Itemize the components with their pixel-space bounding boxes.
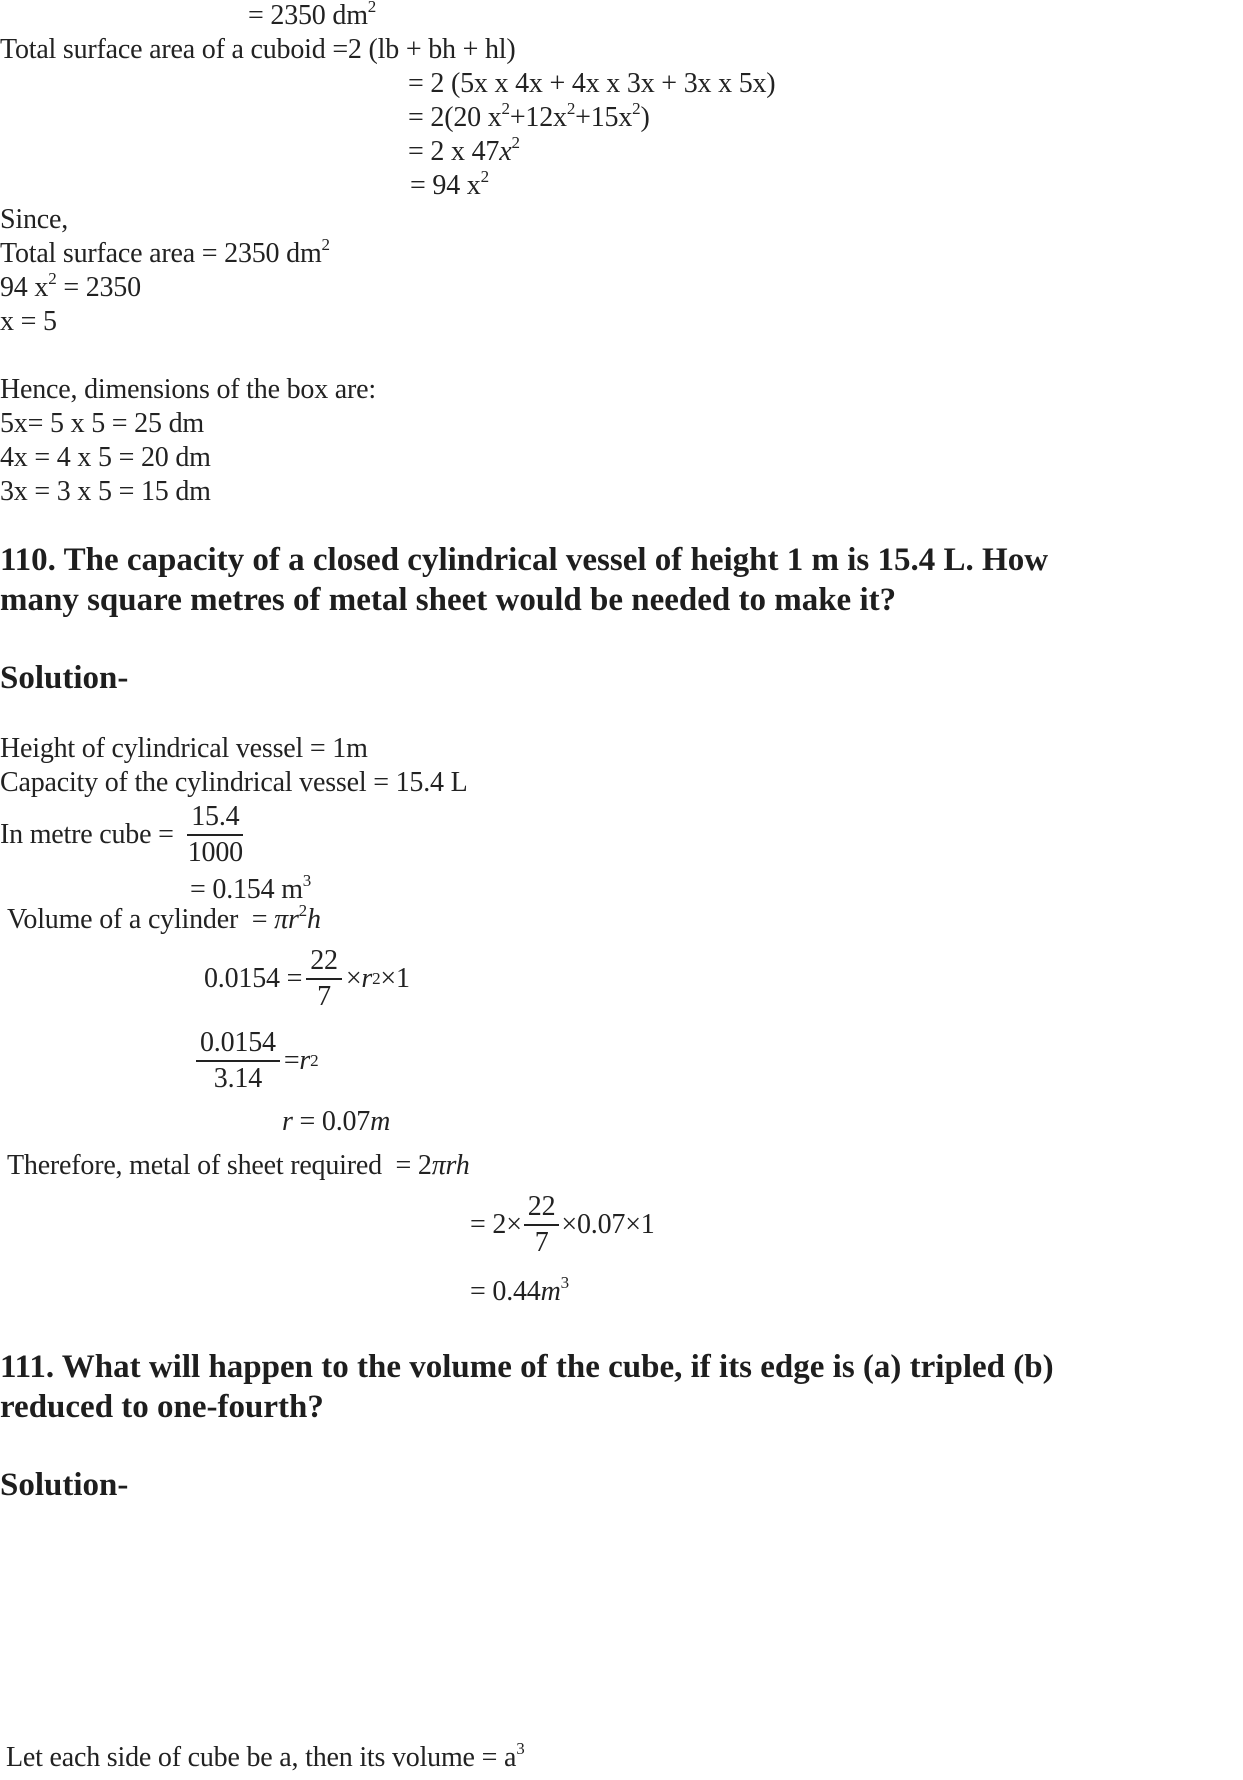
denominator: 1000 <box>187 837 243 868</box>
tsa-step-line <box>408 133 520 168</box>
superscript: 3 <box>302 871 312 890</box>
equation-step-2: $\frac{0.0154}{3.14}$ = r 2 <box>196 1026 318 1096</box>
denominator: 7 <box>317 981 331 1012</box>
equation-line <box>0 269 141 304</box>
superscript: 2 <box>511 133 520 152</box>
text: = 2 <box>395 1150 432 1181</box>
question-111-heading: 111. What will happen to the volume of the cube, if its edge is (a) tripled (b) <box>0 1349 1054 1385</box>
dimension-line: 4x = 4 x 5 = 20 dm <box>0 442 211 473</box>
fraction <box>184 800 247 870</box>
text: = 0.07 <box>292 1106 371 1137</box>
result-area-line <box>248 0 376 32</box>
variable: r <box>361 963 373 994</box>
capacity-line: Capacity of the cylindrical vessel = 15.4 L <box>0 767 468 798</box>
text: ) <box>640 102 650 133</box>
superscript: 2 <box>566 99 576 118</box>
unit: m <box>370 1106 391 1137</box>
text: 94 x <box>0 272 49 303</box>
text: Total surface area = 2350 dm <box>0 238 322 269</box>
pi-symbol: π <box>431 1150 446 1181</box>
variable: r <box>299 1045 311 1076</box>
variable: x <box>499 136 512 167</box>
text: = 0.44 <box>470 1276 541 1307</box>
text: = 2(20 x <box>408 102 502 133</box>
question-110-heading-cont: many square metres of metal sheet would be needed to make it? <box>0 582 897 618</box>
text: In metre cube = <box>0 819 174 850</box>
x-value-line: x = 5 <box>0 306 57 337</box>
variable: r <box>287 904 299 935</box>
superscript: 3 <box>516 1739 525 1758</box>
text: = <box>283 1045 300 1076</box>
since-label: Since, <box>0 204 69 235</box>
dimension-line: 5x= 5 x 5 = 25 dm <box>0 408 204 439</box>
tsa-step-line: = 2 (5x x 4x + 4x x 3x + 3x x 5x) <box>408 68 776 99</box>
superscript: 2 <box>501 99 510 118</box>
text: × <box>345 963 362 994</box>
solution-label: Solution- <box>0 1467 129 1503</box>
denominator: 3.14 <box>213 1063 262 1094</box>
tsa-step-line <box>408 99 650 134</box>
text: = 2350 <box>56 272 141 303</box>
text: = 2× <box>470 1209 522 1240</box>
text: ×1 <box>380 963 410 994</box>
hence-line: Hence, dimensions of the box are: <box>0 374 376 405</box>
superscript: 3 <box>560 1273 569 1292</box>
solution-label: Solution- <box>0 660 129 696</box>
text: Let each side of cube be a, then its volume = a <box>6 1742 517 1773</box>
superscript: 2 <box>298 901 307 920</box>
denominator: 7 <box>534 1227 549 1258</box>
text: Volume of a cylinder <box>7 904 239 935</box>
numerator: 0.0154 <box>196 1026 280 1062</box>
text: ×0.07×1 <box>561 1209 655 1240</box>
fraction <box>196 1026 280 1096</box>
text: = 0.154 m <box>190 874 303 905</box>
numerator: 22 <box>524 1190 560 1226</box>
text: = 94 x <box>410 170 481 201</box>
superscript: 2 <box>480 167 489 186</box>
text: Therefore, metal of sheet required <box>7 1150 382 1181</box>
equation-step-4 <box>470 1190 655 1260</box>
variable: rh <box>445 1150 470 1181</box>
let-side-line <box>6 1739 525 1774</box>
variable: h <box>306 904 321 935</box>
cubic-metre-line <box>190 871 312 906</box>
text: = 2 x 47 <box>408 136 500 167</box>
numerator: 15.4 <box>187 800 243 836</box>
tsa-formula-line: Total surface area of a cuboid =2 (lb + bh + hl) <box>0 34 516 65</box>
equation-step-5 <box>470 1273 569 1308</box>
superscript: 2 <box>367 0 377 16</box>
text: = 2350 dm <box>248 0 368 31</box>
superscript: 2 <box>48 269 57 288</box>
superscript: 2 <box>321 235 330 254</box>
fraction <box>524 1190 560 1260</box>
variable: r <box>282 1106 293 1137</box>
text: +15x <box>575 102 633 133</box>
metre-cube-line <box>0 800 251 870</box>
pi-symbol: π <box>274 904 288 935</box>
dimension-line: 3x = 3 x 5 = 15 dm <box>0 476 211 507</box>
height-line: Height of cylindrical vessel = 1m <box>0 733 368 764</box>
equation-step-3 <box>282 1106 390 1138</box>
question-111-heading-cont: reduced to one-fourth? <box>0 1389 324 1425</box>
unit: m <box>540 1276 561 1307</box>
text: +12x <box>509 102 567 133</box>
fraction <box>306 944 342 1014</box>
text: 0.0154 = <box>204 963 303 994</box>
question-110-heading: 110. The capacity of a closed cylindrical vessel of height 1 m is 15.4 L. How <box>0 542 1049 578</box>
superscript: 2 <box>632 99 641 118</box>
numerator: 22 <box>306 944 342 980</box>
therefore-line <box>7 1150 470 1182</box>
volume-formula-line <box>7 901 321 936</box>
tsa-given-line <box>0 235 330 270</box>
text: = <box>251 904 275 935</box>
tsa-step-line <box>410 167 489 202</box>
equation-step-1: 0.0154 = $\frac{22}{7}$ × r 2 ×1 <box>204 945 410 1012</box>
